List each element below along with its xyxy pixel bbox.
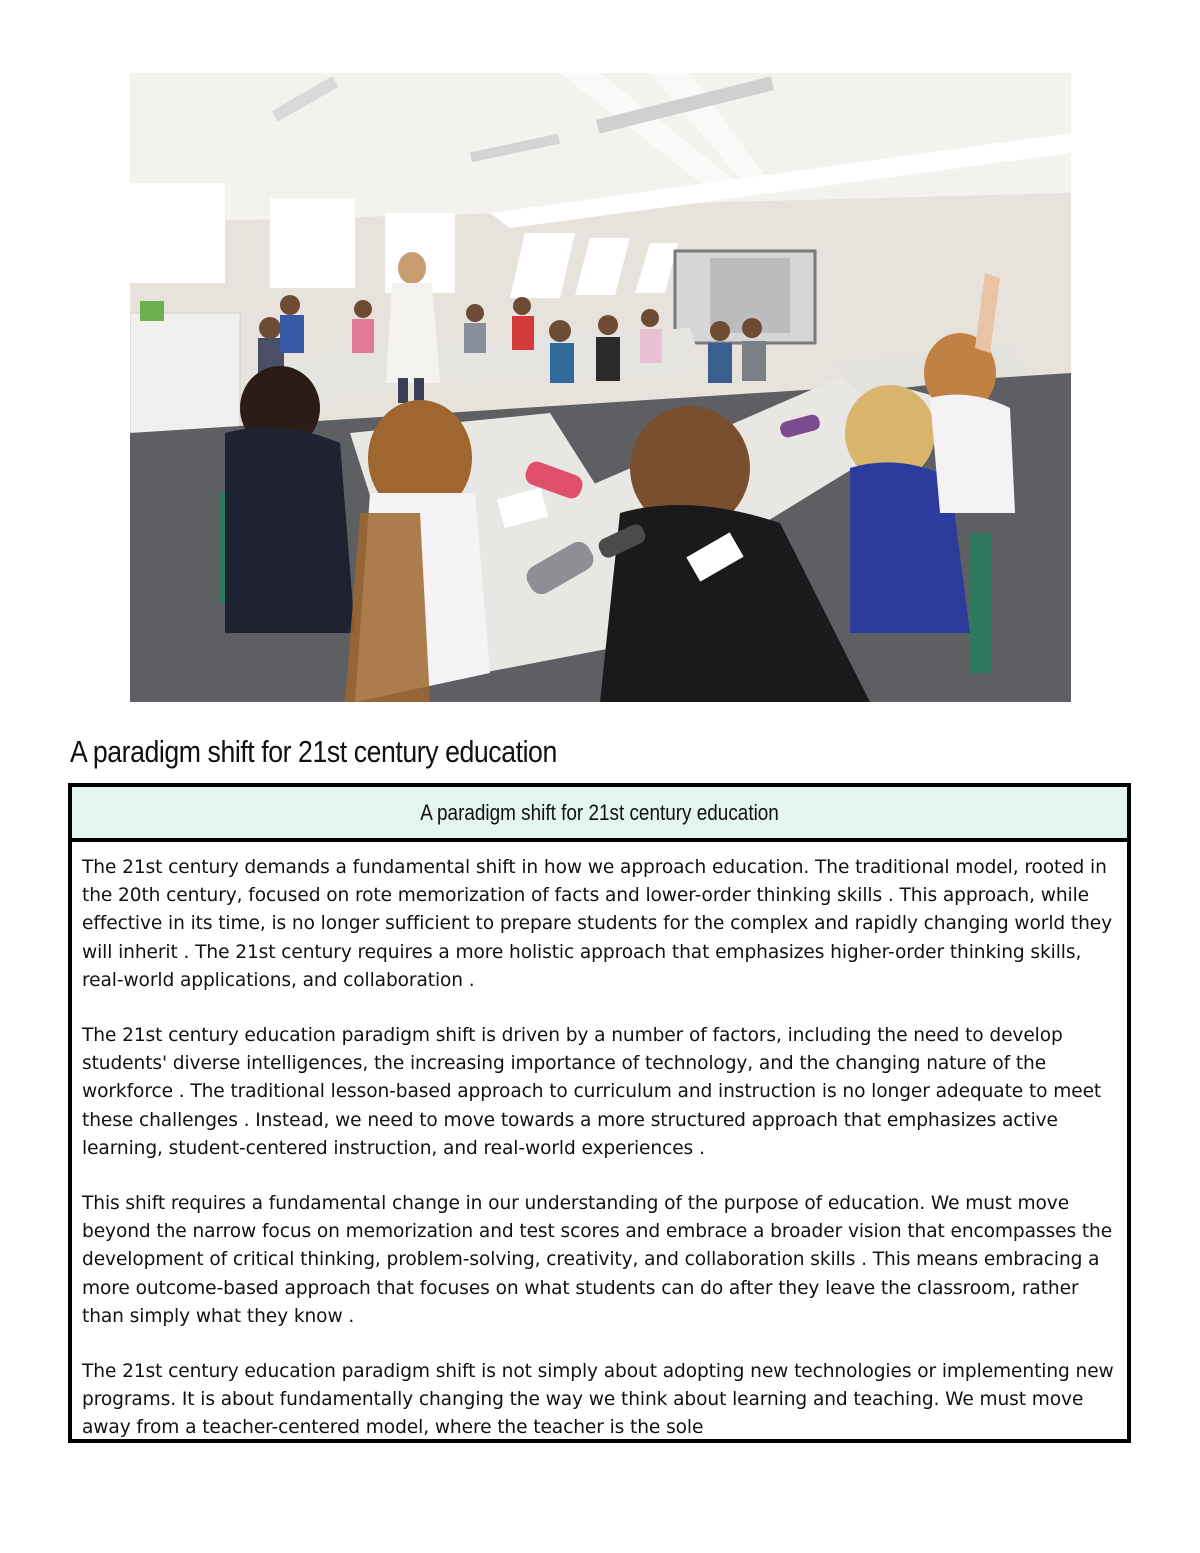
paragraph-4: The 21st century education paradigm shift is not simply about adopting new technologies or implementing new programs. It is about fundamentally changing the way we think about learning and teaching. We must move away from a teacher-centered model, where the teacher is the sole: [82, 1361, 1114, 1439]
paragraph-3: This shift requires a fundamental change in our understanding of the purpose of education. We must move beyond the narrow focus on memorization and test scores and embrace a broader vision that encompasses the development of critical thinking, problem-solving, creativity, and collaboration skills . This means embracing a more outcome-based approach that focuses on what students can do after they leave the classroom, rather than simply what they know .: [82, 1193, 1113, 1327]
classroom-photo: [130, 73, 1071, 702]
article-table: [68, 783, 1131, 1443]
page-title: A paradigm shift for 21st century education: [70, 734, 557, 769]
paragraph-2: The 21st century education paradigm shift is driven by a number of factors, including the need to develop students' diverse intelligences, the increasing importance of technology, and the changing nature of the workforce . The traditional lesson-based approach to curriculum and instruction is no longer adequate to meet these challenges . Instead, we need to move towards a more structured approach that emphasizes active learning, student-centered instruction, and real-world experiences .: [82, 1025, 1102, 1159]
paragraph-1: The 21st century demands a fundamental shift in how we approach education. The traditional model, rooted in the 20th century, focused on rote memorization of facts and lower-order thinking skills . This approach, while effective in its time, is no longer sufficient to prepare students for the complex and rapidly changing world they will inherit . The 21st century requires a more holistic approach that emphasizes higher-order thinking skills, real-world applications, and collaboration .: [82, 857, 1113, 991]
table-header: [72, 787, 1127, 842]
table-body: [72, 842, 1127, 1443]
classroom-illustration: [130, 73, 1071, 702]
table-header-title: A paradigm shift for 21st century education: [420, 799, 779, 825]
